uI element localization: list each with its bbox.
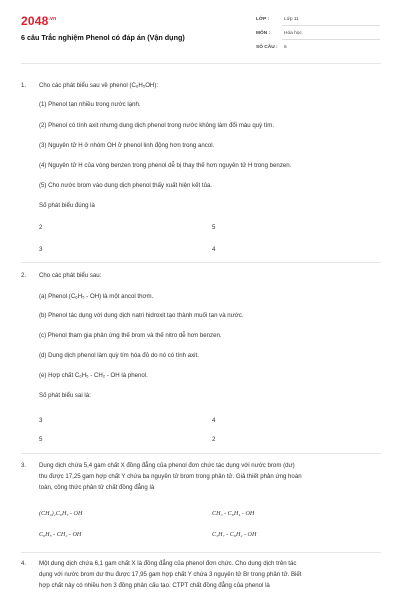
meta-lop: LỚP : Lớp 11 [256,17,299,22]
document-title: 6 câu Trắc nghiệm Phenol có đáp án (Vận dụng) [21,33,185,42]
answer-option[interactable]: 3 [39,417,43,424]
statement: (5) Cho nước brom vào dung dịch phenol thấy xuất hiện kết tủa. [39,182,213,189]
question-prompt: hợp chất này có nhiều hơn 3 đồng phân cấu tạo. CTPT chất đồng đẳng của phenol là [39,582,270,589]
question-prompt: Một dung dịch chứa 6,1 gam chất X là đồng đẳng của phenol đơn chức. Cho dung dịch trên tác [39,560,297,567]
question-divider [21,262,381,263]
question-3: 3. Dung dịch chứa 5,4 gam chất X đồng đẳng của phenol đơn chức tác dụng với nước brom (dư) thu được 17,25 gam hợp chất Y chứa ba nguyên tử brom trong phân tử. Giả thiết phản ứng hoàn toàn, công thức phân tử chất đồng đẳng là (CH₃)₂C₆H₃ - OH CH₃ - C₆H₄ - OH C₆H₅ - CH₂ - OH C₃H₇ - C₆H₄ - OH [21,462,381,544]
question-prompt: toàn, công thức phân tử chất đồng đẳng là [39,484,155,491]
answer-option[interactable]: 5 [39,436,43,443]
meta-underline [282,25,380,26]
statement: (1) Phenol tan nhiều trong nước lạnh. [39,101,141,108]
answer-option[interactable]: C₃H₇ - C₆H₄ - OH [212,532,257,538]
question-prompt: thu được 17,25 gam hợp chất Y chứa ba nguyên tử brom trong phân tử. Giả thiết phản ứng hoàn [39,473,302,480]
question-divider [21,453,381,454]
answer-option[interactable]: (CH₃)₂C₆H₃ - OH [39,511,83,517]
statement: (4) Nguyên tử H của vòng benzen trong phenol dễ bị thay thế hơn nguyên tử H trong benzen. [39,162,292,169]
question-4: 4. Một dung dịch chứa 6,1 gam chất X là đồng đẳng của phenol đơn chức. Cho dung dịch trên tác dụng với nước brom dư thu được 17,95 gam hợp chất Y chứa 3 nguyên tử Br trong phân tử. Biết hợp chất này có nhiều hơn 3 đồng phân cấu tạo. CTPT chất đồng đẳng của phenol là [21,560,381,598]
statement: (2) Phenol có tính axit nhưng dung dịch phenol trong nước không làm đổi màu quỳ tím. [39,122,275,129]
meta-mon: MÔN : Hóa học [256,31,302,36]
question-prompt: Cho các phát biểu sau: [39,272,102,279]
answer-option[interactable]: 2 [39,224,43,231]
answer-option[interactable]: C₆H₅ - CH₂ - OH [39,532,82,538]
site-logo[interactable]: $2048^{.vn}$ [21,14,57,28]
question-prompt: dụng với nước brom dư thu được 17,95 gam hợp chất Y chứa 3 nguyên tử Br trong phân tử. Biết [39,571,302,578]
question-prompt: Cho các phát biểu sau về phenol (C₆H₅OH): [39,82,159,89]
question-prompt: Dung dịch chứa 5,4 gam chất X đồng đẳng của phenol đơn chức tác dụng với nước brom (dư) [39,462,295,469]
question-divider [21,552,381,553]
document-header [0,0,400,58]
meta-underline [282,39,380,40]
answer-option[interactable]: 2 [212,436,216,443]
answer-option[interactable]: 4 [212,246,216,253]
question-ask: Số phát biểu đúng là [39,202,95,209]
statement: (3) Nguyên tử H ở nhóm OH ở phenol linh động hơn trong ancol. [39,142,215,149]
answer-option[interactable]: CH₃ - C₆H₄ - OH [212,511,255,517]
statement: (e) Hợp chất C₆H₅ - CH₂ - OH là phenol. [39,372,148,379]
meta-socau: SỐ CÂU : 6 [256,45,287,50]
statement: (c) Phenol tham gia phản ứng thế brom và thế nitro dễ hơn benzen. [39,332,222,339]
answer-option[interactable]: 3 [39,246,43,253]
header-divider [21,63,381,64]
question-ask: Số phát biểu sai là: [39,392,91,399]
question-2: 2. Cho các phát biểu sau: (a) Phenol (C₆H₅ - OH) là một ancol thơm. (b) Phenol tác dụng với dung dịch natri hidroxit tạo thành muối tan và nước. (c) Phenol tham gia phản ứng thế brom và thế nitro dễ hơn benzen. (d) Dung dịch phenol làm quỳ tím hóa đỏ do nó có tính axit. (e) Hợp chất C₆H₅ - CH₂ - OH là phenol. Số phát biểu sai là: 3 4 5 2 [21,272,381,452]
question-1: 1. Cho các phát biểu sau về phenol (C₆H₅OH): (1) Phenol tan nhiều trong nước lạnh. (2) Phenol có tính axit nhưng dung dịch phenol trong nước không làm đổi màu quỳ tím. (3) Nguyên tử H ở nhóm OH ở phenol linh động hơn trong ancol. (4) Nguyên tử H của vòng benzen trong phenol dễ bị thay thế hơn nguyên tử H trong benzen. (5) Cho nước brom vào dung dịch phenol thấy xuất hiện kết tủa. Số phát biểu đúng là 2 5 3 4 [21,82,381,262]
statement: (d) Dung dịch phenol làm quỳ tím hóa đỏ do nó có tính axit. [39,352,199,359]
answer-option[interactable]: 4 [212,417,216,424]
statement: (b) Phenol tác dụng với dung dịch natri hidroxit tạo thành muối tan và nước. [39,312,244,319]
answer-option[interactable]: 5 [212,224,216,231]
statement: (a) Phenol (C₆H₅ - OH) là một ancol thơm. [39,293,154,300]
